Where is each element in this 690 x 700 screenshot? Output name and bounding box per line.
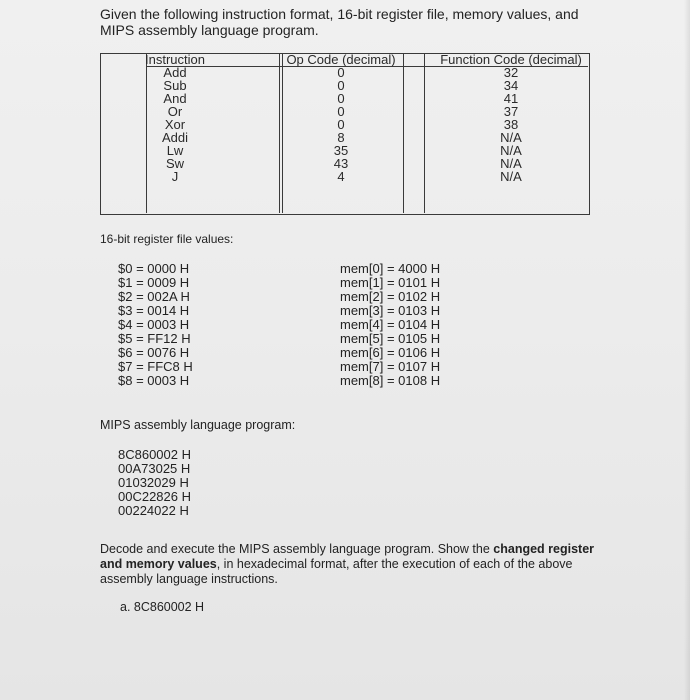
register-value: $2 = 002A H xyxy=(118,289,190,304)
header-instruction: Instruction xyxy=(145,52,205,67)
memory-value: mem[2] = 0102 H xyxy=(340,289,441,304)
memory-value: mem[8] = 0108 H xyxy=(340,373,441,388)
program-instruction: 00224022 H xyxy=(118,503,189,518)
question-part-1: Decode and execute the MIPS assembly language program. Show the xyxy=(100,542,494,556)
program-instruction: 01032029 H xyxy=(118,475,189,490)
function-code-cell: 37 xyxy=(503,104,519,119)
instruction-cell: Add xyxy=(163,65,187,80)
register-value: $3 = 0014 H xyxy=(118,303,190,318)
function-code-cell: 32 xyxy=(503,65,519,80)
opcode-cell: 35 xyxy=(333,143,349,158)
register-file-label: 16-bit register file values: xyxy=(100,232,234,246)
memory-value: mem[6] = 0106 H xyxy=(340,345,441,360)
memory-value: mem[3] = 0103 H xyxy=(340,303,441,318)
program-instruction: 00A73025 H xyxy=(118,461,191,476)
opcode-cell: 43 xyxy=(333,156,349,171)
instruction-cell: Addi xyxy=(161,130,189,145)
instruction-cell: Or xyxy=(167,104,183,119)
opcode-cell: 0 xyxy=(337,78,345,93)
memory-value: mem[5] = 0105 H xyxy=(340,331,441,346)
opcode-cell: 0 xyxy=(337,104,345,119)
instruction-table xyxy=(100,53,590,183)
program-listing xyxy=(118,448,191,518)
register-value: $1 = 0009 H xyxy=(118,275,190,290)
function-code-cell: 38 xyxy=(503,117,519,132)
opcode-cell: 0 xyxy=(337,117,345,132)
question-emphasis: changed register and memory values xyxy=(100,542,595,571)
function-code-cell: 34 xyxy=(503,78,519,93)
memory-value: mem[1] = 0101 H xyxy=(340,275,441,290)
program-instruction: 8C860002 H xyxy=(118,447,191,462)
register-value: $4 = 0003 H xyxy=(118,317,190,332)
register-value: $6 = 0076 H xyxy=(118,345,190,360)
question-text xyxy=(100,542,600,587)
function-code-cell: N/A xyxy=(500,143,522,158)
header-op-code: Op Code (decimal) xyxy=(286,52,396,67)
table-row xyxy=(100,170,590,183)
register-list xyxy=(118,262,193,388)
function-code-cell: 41 xyxy=(503,91,519,106)
function-code-cell: N/A xyxy=(500,169,522,184)
function-code-cell: N/A xyxy=(500,156,522,171)
register-value: $5 = FF12 H xyxy=(118,331,191,346)
opcode-cell: 0 xyxy=(337,65,345,80)
function-code-cell: N/A xyxy=(500,130,522,145)
memory-value: mem[7] = 0107 H xyxy=(340,359,441,374)
instruction-cell: Sub xyxy=(163,78,187,93)
register-value: $0 = 0000 H xyxy=(118,261,190,276)
instruction-cell: Sw xyxy=(165,156,185,171)
instruction-cell: And xyxy=(163,91,187,106)
memory-list xyxy=(340,262,440,388)
sub-question-a: a. 8C860002 H xyxy=(120,600,205,614)
register-value: $7 = FFC8 H xyxy=(118,359,193,374)
memory-value: mem[4] = 0104 H xyxy=(340,317,441,332)
question-part-2: , in hexadecimal format, after the execution of each of the above assembly language instructions. xyxy=(100,557,573,586)
opcode-cell: 4 xyxy=(337,169,345,184)
intro-text: Given the following instruction format, 16-bit register file, memory values, and MIPS assembly language program. xyxy=(100,6,579,38)
memory-value: mem[0] = 4000 H xyxy=(340,261,441,276)
register-value: $8 = 0003 H xyxy=(118,373,190,388)
instruction-cell: J xyxy=(171,169,179,184)
opcode-cell: 8 xyxy=(337,130,345,145)
header-function-code: Function Code (decimal) xyxy=(440,52,582,67)
instruction-cell: Xor xyxy=(164,117,186,132)
page-edge-shadow xyxy=(684,0,690,700)
program-label: MIPS assembly language program: xyxy=(100,418,296,432)
opcode-cell: 0 xyxy=(337,91,345,106)
program-instruction: 00C22826 H xyxy=(118,489,191,504)
instruction-cell: Lw xyxy=(166,143,184,158)
